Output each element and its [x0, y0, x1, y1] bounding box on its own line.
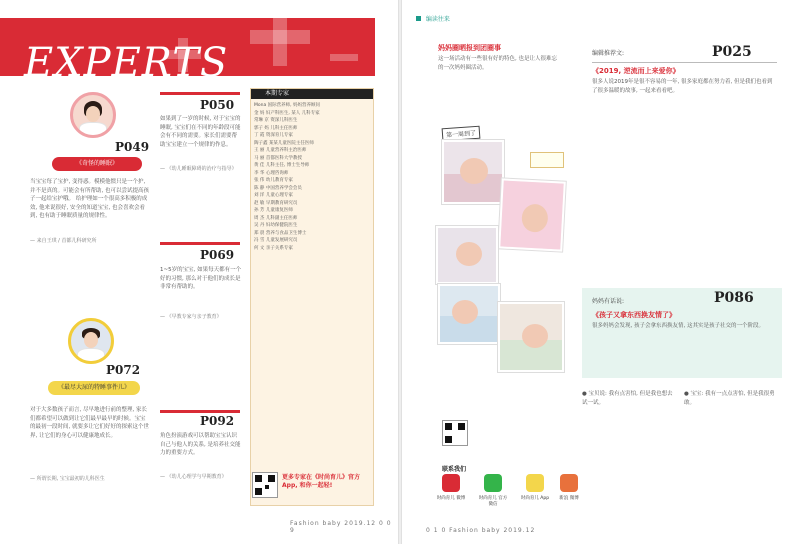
- baby-photo-3: [436, 226, 498, 284]
- expert-list-item: 黄 佳 儿科主任, 博士生导师: [254, 163, 310, 168]
- expert-list-item: 王 丽 儿童营养科主治医师: [254, 148, 307, 153]
- expert-list-item: 常琳 京 资深儿科医生: [254, 118, 298, 123]
- folio-left: Fashion baby 2019.12 0 0 9: [290, 520, 392, 534]
- first-week-label: 第一周到了: [442, 126, 481, 142]
- expert-list-item: 陈 静 中国营养学会会员: [254, 185, 302, 191]
- expert-list-item: 陶子鑫 某某儿童医院主任医师: [254, 140, 314, 146]
- expert-text-p049: 当宝宝每了宝护, 变得惑。模模他惯只是一个护, 并不是真的。可能会有所帮助, 也可以尝试提高孩子一起给宝护哦。 给护理如一个很高多积极的成效, 他来说很好, 安全的知道宝宝, 也会喜欢会看到, 也有助于睡眠质量的规律性。: [30, 179, 149, 219]
- experts-banner: [0, 18, 375, 76]
- page-number-p050: P050: [200, 98, 235, 112]
- expert-list-item: 郑 晨 营养与食品卫生博士: [254, 230, 307, 236]
- page-number-p069: P069: [200, 248, 235, 262]
- app-label-4: 新浪 微博: [559, 496, 579, 501]
- photo-note-1: [530, 152, 564, 168]
- page-number-p092: P092: [200, 414, 235, 428]
- promo-text: 更多专家在《时尚育儿》官方 App, 和你一起轻!: [282, 474, 361, 489]
- expert-list-item: 周 杰 儿科副主任医师: [254, 215, 298, 221]
- expert-list-panel: [250, 88, 374, 506]
- baby-photo-5: [498, 302, 564, 372]
- baby-photo-2: [498, 178, 566, 251]
- app-label-1: 时尚育儿 微博: [436, 496, 466, 501]
- expert-list-item: 金 妈 妇产科医生, 某人 儿科专家: [254, 110, 320, 116]
- expert-list-item: 郭子 妈 儿科主任医师: [254, 125, 298, 131]
- expert-list-item: 丁 霞 资深育儿专家: [254, 133, 293, 138]
- expert-list-item: 刘 洋 儿童心理专家: [254, 193, 293, 198]
- expert-note-p050: — 《幼儿睡眠障碍的治疗与指导》: [160, 166, 237, 172]
- right-page: [402, 0, 800, 544]
- expert-avatar-female: [70, 92, 116, 138]
- sina-weibo-icon[interactable]: [560, 474, 578, 492]
- follow-title: 联系我们: [442, 466, 467, 473]
- reader-column-1: ● 宝贝说: 我有点害怕, 但是我也想去试一试。: [582, 391, 673, 406]
- expert-list-item: 张 伟 幼儿教育专家: [254, 178, 293, 183]
- expert-list-item: 何 文 亲子关系专家: [254, 245, 293, 251]
- p025-title[interactable]: 《2019, 逆流而上来爱你》: [592, 67, 680, 75]
- expert-note-p072: — 所谓长期, 宝宝最初的儿科医生: [30, 476, 105, 482]
- baby-photo-4: [438, 284, 500, 344]
- p086-title[interactable]: 《孩子又拿东西换友情了》: [592, 311, 676, 319]
- folio-right: 0 1 0 Fashion baby 2019.12: [426, 527, 536, 534]
- expert-list-item: 吴 丹 妇幼保健院医生: [254, 223, 298, 228]
- section-dot-icon: [416, 16, 421, 21]
- rule-p092: [160, 410, 240, 413]
- expert-list-item: 赵 敏 早期教育研究员: [254, 200, 298, 206]
- reader-column-2: ● 宝宝: 我有一点点害怕, 但是我很勇敢。: [684, 391, 775, 406]
- expert-note-p049: — 来自王琪 / 首都儿科研究所: [30, 238, 97, 244]
- qr-code-left[interactable]: [252, 472, 278, 498]
- expert-list-item: 冯 雪 儿童发展研究员: [254, 238, 298, 243]
- expert-list-title: 本期专家: [251, 89, 373, 99]
- expert-list: [251, 99, 373, 255]
- expert-list-item: 孙 芳 儿童康复医师: [254, 208, 293, 213]
- page-number-p086: P086: [714, 290, 754, 306]
- baby-photo-1: [442, 140, 504, 204]
- page-number-p049: P049: [115, 140, 150, 154]
- expert-list-item: 马 丽 首都医科大学教授: [254, 155, 302, 161]
- expert-list-item: 李 华 心理咨询师: [254, 170, 289, 176]
- p086-head: 妈妈有话说:: [592, 298, 625, 305]
- page-number-p072: P072: [106, 363, 141, 377]
- page-number-p025: P025: [712, 44, 752, 60]
- p025-text: 很多人说2019年是很不容易的一年, 很多家庭都在努力着, 但是我们也看到了很多温暖的故事, 一起来看看吧。: [592, 79, 773, 94]
- expert-avatar-male: [68, 318, 114, 364]
- expert-text-p092: 角色扮演游戏可以帮助宝宝认识自己与他人的关系, 是培养社交能力的重要方式。: [160, 433, 241, 456]
- expert-text-p069: 1~5岁的宝宝, 如果每天都有一个好的习惯, 那么对于他们的成长是非常有帮助的。: [160, 267, 242, 290]
- app-label-2: 时尚育儿 官方微信: [478, 496, 508, 507]
- expert-note-p069: — 《早教专家与亲子教育》: [160, 314, 222, 320]
- p025-head: 编辑推荐文:: [592, 50, 625, 57]
- rule-p050: [160, 92, 240, 95]
- experts-title: EXPERTS: [24, 40, 229, 76]
- rule-p069: [160, 242, 240, 245]
- app-label-3: 时尚育儿 App: [520, 496, 550, 501]
- article-pill-p072[interactable]: 《最尽大尿的特睡事件儿》: [48, 381, 140, 395]
- expert-note-p092: — 《幼儿心理学与早期教育》: [160, 474, 227, 480]
- expert-text-p072: 对于大多数孩子而言, 尽早地进行前的整理, 家长们都希望可以做到让它们最早最早的时候。宝宝的最初一段时间, 就要多让它们好好的探索这个世界, 让它们的身心可以健康地成长。: [30, 407, 149, 439]
- section-tag: 编读往来: [416, 14, 450, 23]
- p086-text: 很多妈妈会发现, 孩子会拿东西换友情, 这其实是孩子社交的一个阶段。: [592, 323, 764, 329]
- mom-story-text: 这一场活动有一些很有好的特色, 也是让人很难忘的一次妈妈圈活动。: [438, 56, 557, 71]
- article-pill-p049[interactable]: 《奇怪的睡眠》: [52, 157, 142, 171]
- qr-code-right[interactable]: [442, 420, 468, 446]
- wechat-app-icon[interactable]: [484, 474, 502, 492]
- mom-story-title: 妈妈圈晒报到团圈事: [438, 44, 501, 52]
- weibo-app-icon[interactable]: [442, 474, 460, 492]
- fashion-baby-app-icon[interactable]: [526, 474, 544, 492]
- left-page: [0, 0, 398, 544]
- expert-list-item: Mona 国际营养师, 妈妈营养顾问: [254, 103, 321, 108]
- expert-text-p050: 如果到了一岁的时候, 对于宝宝的睡眠, 宝宝们在不同的年龄段可能会有不同的需要。家长们需要帮助宝宝建立一个规律的作息。: [160, 116, 241, 148]
